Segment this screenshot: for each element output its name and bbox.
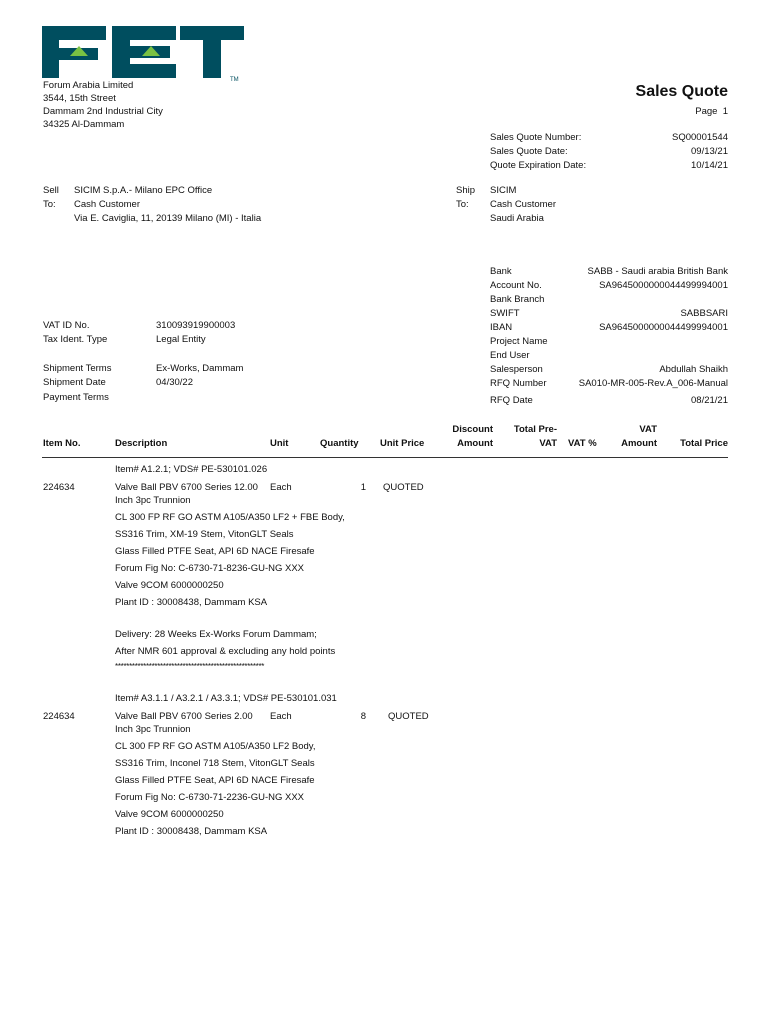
document-title: Sales Quote xyxy=(635,83,728,100)
quote-meta xyxy=(490,132,728,174)
item-detail: CL 300 FP RF GO ASTM A105/A350 LF2 + FBE Body, xyxy=(115,512,345,523)
sell-to-line: Cash Customer xyxy=(74,199,140,210)
payment-terms-label: Payment Terms xyxy=(43,391,109,403)
item-detail: Valve 9COM 6000000250 xyxy=(115,809,224,820)
header-total-pre: Total Pre- xyxy=(513,424,557,435)
page-label: Page xyxy=(695,106,718,117)
header-item-no: Item No. xyxy=(43,438,81,449)
header-total-price: Total Price xyxy=(680,438,728,449)
header-total-pre-vat: VAT xyxy=(539,438,557,449)
company-address-line: 34325 Al-Dammam xyxy=(43,119,125,130)
shipment-terms-value: Ex-Works, Dammam xyxy=(156,363,244,374)
expiration-date: 10/14/21 xyxy=(691,160,728,171)
item-header: Item# A3.1.1 / A3.2.1 / A3.3.1; VDS# PE-530101.031 xyxy=(115,693,337,704)
rfq-date-value: 08/21/21 xyxy=(691,395,728,406)
sell-to-line: Via E. Caviglia, 11, 20139 Milano (MI) - Italia xyxy=(74,213,262,224)
end-user-label: End User xyxy=(490,350,530,361)
swift-value: SABBSARI xyxy=(680,308,728,319)
item-detail: SS316 Trim, XM-19 Stem, VitonGLT Seals xyxy=(115,529,294,540)
company-logo xyxy=(42,26,244,82)
item-description-cont: Inch 3pc Trunnion xyxy=(115,724,191,735)
item-separator: ***************************************************** xyxy=(115,662,265,671)
item-number: 224634 xyxy=(43,482,75,493)
quote-date-label: Sales Quote Date: xyxy=(490,146,568,157)
header-divider xyxy=(42,457,728,458)
iban-value: SA9645000000044499994001 xyxy=(599,322,728,333)
bank-label: Bank xyxy=(490,266,512,277)
item-detail: Plant ID : 30008438, Dammam KSA xyxy=(115,826,268,837)
item-detail: Glass Filled PTFE Seat, API 6D NACE Firesafe xyxy=(115,775,315,786)
item-note: Delivery: 28 Weeks Ex-Works Forum Dammam; xyxy=(115,629,317,640)
tax-ident-value: Legal Entity xyxy=(156,334,206,346)
ship-to-line: Saudi Arabia xyxy=(490,213,544,224)
header-vat: VAT xyxy=(639,424,657,435)
bank-value: SABB - Saudi arabia British Bank xyxy=(587,266,728,277)
item-description: Valve Ball PBV 6700 Series 12.00 xyxy=(115,482,258,493)
iban-label: IBAN xyxy=(490,322,513,333)
quote-date: 09/13/21 xyxy=(691,146,728,157)
svg-text:TM: TM xyxy=(230,77,239,82)
bank-info xyxy=(490,266,728,406)
item-detail: Forum Fig No: C-6730-71-2236-GU-NG XXX xyxy=(115,792,305,803)
company-address xyxy=(43,80,163,132)
header-quantity: Quantity xyxy=(320,438,359,449)
item-number: 224634 xyxy=(43,711,75,722)
vat-id-label: VAT ID No. xyxy=(43,320,90,331)
swift-label: SWIFT xyxy=(490,308,520,319)
item-note: After NMR 601 approval & excluding any hold points xyxy=(115,646,336,657)
vat-info xyxy=(43,320,303,349)
item-description-cont: Inch 3pc Trunnion xyxy=(115,495,191,506)
header-unit-price: Unit Price xyxy=(380,438,425,449)
quote-number-label: Sales Quote Number: xyxy=(490,132,582,143)
account-no-value: SA9645000000044499994001 xyxy=(599,280,728,291)
ship-to-line: Cash Customer xyxy=(490,199,556,210)
quote-number: SQ00001544 xyxy=(672,132,728,143)
item-detail: Glass Filled PTFE Seat, API 6D NACE Firesafe xyxy=(115,546,315,557)
item-unit-price: QUOTED xyxy=(388,711,429,722)
item-unit-price: QUOTED xyxy=(383,482,424,493)
item-detail: SS316 Trim, Inconel 718 Stem, VitonGLT Seals xyxy=(115,758,315,769)
item-unit: Each xyxy=(270,711,292,722)
header-unit: Unit xyxy=(270,438,289,449)
header-discount: Discount xyxy=(452,424,493,435)
item-detail: Forum Fig No: C-6730-71-8236-GU-NG XXX xyxy=(115,563,305,574)
header-vat-amount: Amount xyxy=(621,438,657,449)
shipment-date-value: 04/30/22 xyxy=(156,377,193,389)
item-description: Valve Ball PBV 6700 Series 2.00 xyxy=(115,711,253,722)
company-name: Forum Arabia Limited xyxy=(43,80,134,91)
ship-to-line: SICIM xyxy=(490,185,517,196)
item-header: Item# A1.2.1; VDS# PE-530101.026 xyxy=(115,464,268,475)
item-detail: Valve 9COM 6000000250 xyxy=(115,580,224,591)
shipment-info xyxy=(43,363,303,406)
page-number xyxy=(695,106,728,118)
rfq-date-label: RFQ Date xyxy=(490,395,533,406)
item-detail: Plant ID : 30008438, Dammam KSA xyxy=(115,597,268,608)
rfq-number-label: RFQ Number xyxy=(490,378,547,389)
company-address-line: Dammam 2nd Industrial City xyxy=(43,106,163,117)
ship-to-address xyxy=(490,185,556,227)
sell-to-line: SICIM S.p.A.- Milano EPC Office xyxy=(74,185,213,196)
shipment-terms-label: Shipment Terms xyxy=(43,363,112,374)
rfq-number-value: SA010-MR-005-Rev.A_006-Manual xyxy=(578,378,728,389)
item-quantity: 1 xyxy=(360,482,366,493)
salesperson-value: Abdullah Shaikh xyxy=(659,364,728,375)
header-description: Description xyxy=(115,438,168,449)
header-vat-pct: VAT % xyxy=(568,438,597,449)
company-address-line: 3544, 15th Street xyxy=(43,93,116,104)
item-unit: Each xyxy=(270,482,292,493)
item-quantity: 8 xyxy=(360,711,366,722)
sell-to-address xyxy=(74,185,261,227)
item-detail: CL 300 FP RF GO ASTM A105/A350 LF2 Body, xyxy=(115,741,316,752)
project-name-label: Project Name xyxy=(490,336,548,347)
shipment-date-label: Shipment Date xyxy=(43,377,106,389)
account-no-label: Account No. xyxy=(490,280,542,291)
bank-branch-label: Bank Branch xyxy=(490,294,545,305)
sell-to-label: Sell To: xyxy=(43,185,59,210)
expiration-date-label: Quote Expiration Date: xyxy=(490,160,587,171)
tax-ident-label: Tax Ident. Type xyxy=(43,334,108,346)
page-value: 1 xyxy=(722,106,728,117)
salesperson-label: Salesperson xyxy=(490,364,543,375)
ship-to-label: Ship To: xyxy=(456,185,476,210)
vat-id-value: 310093919900003 xyxy=(156,320,236,331)
header-discount-amount: Amount xyxy=(457,438,493,449)
